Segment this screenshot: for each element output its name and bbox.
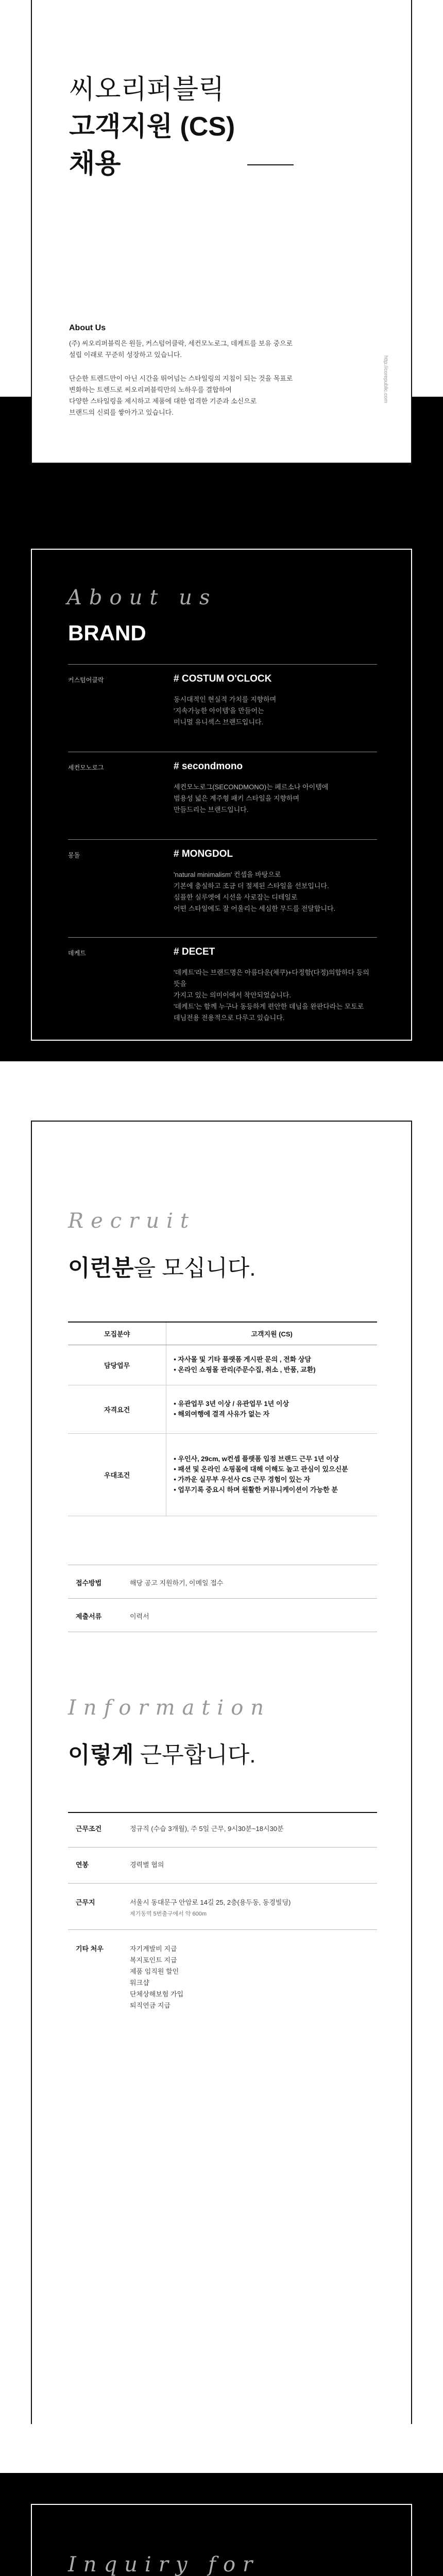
job-table-line: • 자사몰 및 기타 플랫폼 게시판 문의 , 전화 상담 xyxy=(174,1355,311,1363)
info-value-line: 정규직 (수습 3개월), 주 5일 근무, 9시30분~18시30분 xyxy=(130,1825,284,1833)
job-table-value xyxy=(166,1345,377,1385)
info-divider xyxy=(68,1847,377,1848)
recruit-title-bold: 이런분 xyxy=(68,1256,134,1281)
job-table-key: 우대조건 xyxy=(68,1433,166,1516)
information-script: Information xyxy=(68,1696,271,1720)
apply-key: 제출서류 xyxy=(76,1613,102,1620)
info-value xyxy=(130,1897,291,1920)
brand-desc-line: 심플한 실루엣에 시선을 사로잡는 디테일로 xyxy=(174,893,298,901)
table-row xyxy=(68,1385,377,1433)
brand-name: # COSTUM O'CLOCK xyxy=(174,673,272,684)
brand-desc-line: 만들드리는 브랜드입니다. xyxy=(174,806,249,814)
info-divider-top xyxy=(68,1812,377,1813)
apply-divider-mid xyxy=(68,1598,377,1599)
info-value-sub: 제기동역 5번출구에서 약 600m xyxy=(130,1911,207,1917)
about-body-line: 단순한 트렌드만이 아닌 시간을 뛰어넘는 스타일링의 지침이 되는 것을 목표로 xyxy=(69,375,293,382)
job-table-col-field: 모집분야 xyxy=(68,1322,166,1345)
recruit-title xyxy=(68,1249,255,1282)
brand-row-decet xyxy=(68,937,377,1030)
job-table-line: • 업무기록 중요시 하며 원활한 커뮤니케이션이 가능한 분 xyxy=(174,1486,338,1494)
info-key: 기타 처우 xyxy=(76,1945,104,1953)
info-value-line: 복지포인트 지급 xyxy=(130,1956,177,1964)
brand-label: 몽돌 xyxy=(68,852,80,859)
table-row xyxy=(68,1433,377,1516)
brand-card xyxy=(31,549,412,1041)
brand-desc-line: '지속가능한 아이템'을 만들어는 xyxy=(174,707,264,715)
table-row xyxy=(68,1345,377,1385)
hero-card xyxy=(31,0,412,464)
brand-row-mongdol xyxy=(68,839,377,937)
job-table-value xyxy=(166,1433,377,1516)
brand-name: # secondmono xyxy=(174,761,243,772)
brand-desc-line: 범용성 넓은 계주형 패키 스타일을 지향하며 xyxy=(174,794,300,802)
job-table-col-position: 고객지원 (CS) xyxy=(166,1322,377,1345)
apply-key: 접수방법 xyxy=(76,1579,102,1587)
brand-desc-line: '데케트'는 함께 누구나 동등하게 편안한 데님을 완판다라는 모토로 xyxy=(174,1003,364,1010)
brand-desc xyxy=(174,869,377,914)
job-table xyxy=(68,1321,377,1516)
inquiry-script-line: Inquiry for xyxy=(68,2553,260,2576)
brand-row-costum xyxy=(68,664,377,752)
about-us-script: About us xyxy=(67,586,217,609)
about-body-line: 다양한 스타일링을 제시하고 제품에 대한 엄격한 기준과 소신으로 xyxy=(69,397,257,405)
brand-name: # MONGDOL xyxy=(174,849,233,859)
brand-desc-line: 동시대적인 현실적 가치를 지향하며 xyxy=(174,696,277,703)
info-value xyxy=(130,1943,183,2011)
brand-desc-line: 가지고 있는 의미이에서 착안되었습니다. xyxy=(174,991,291,999)
hero-recruit: 채용 xyxy=(69,149,121,179)
about-intro xyxy=(69,338,357,361)
job-table-header-row xyxy=(68,1322,377,1345)
brand-desc-line: 기본에 충실하고 조금 더 절제된 스타일을 선보입니다. xyxy=(174,882,329,890)
brand-desc-line: 데님전용 전용적으로 다루고 있습니다. xyxy=(174,1014,285,1022)
about-intro-line: 설립 이래로 꾸준히 성장하고 있습니다. xyxy=(69,351,182,359)
brand-desc-line: 'natural minimalism' 컨셉을 바탕으로 xyxy=(174,871,281,878)
info-value-line: 자기계발비 지급 xyxy=(130,1945,177,1953)
job-table-value xyxy=(166,1385,377,1433)
hero-dash-divider xyxy=(247,164,294,165)
information-title-rest: 근무합니다. xyxy=(133,1742,256,1768)
apply-value: 이력서 xyxy=(130,1613,149,1620)
brand-label: 커스텀어클락 xyxy=(68,676,104,684)
job-table-key: 자격요건 xyxy=(68,1385,166,1433)
inquiry-script xyxy=(68,2551,260,2576)
brand-desc-line: 세컨모노로그(SECONDMONO)는 페르소나 아이템에 xyxy=(174,783,329,791)
brand-row-divider xyxy=(68,664,377,665)
brand-desc xyxy=(174,782,377,816)
info-value-line: 퇴직연금 지급 xyxy=(130,2002,171,2009)
inquiry-card xyxy=(31,2504,412,2576)
brand-desc-line: 미니멀 유니섹스 브랜드입니다. xyxy=(174,718,264,726)
brand-label: 세컨모노로그 xyxy=(68,764,104,771)
brand-title: BRAND xyxy=(68,621,146,645)
brand-desc xyxy=(174,694,377,728)
info-key: 근무조건 xyxy=(76,1825,102,1833)
info-key: 연봉 xyxy=(76,1861,89,1869)
apply-value: 해당 공고 지원하기, 이메일 접수 xyxy=(130,1579,224,1587)
recruit-card xyxy=(31,1121,412,2424)
brand-desc-line: '데케트'라는 브랜드명은 아름다운(체쿠)+다정함(다정)의합하다 등의 뜻을 xyxy=(174,969,369,988)
info-value-line: 단체상해보험 가입 xyxy=(130,1990,184,1998)
info-value xyxy=(130,1823,284,1835)
job-table-line: • 온라인 쇼핑몰 관리(주문수집, 취소 , 반품, 교환) xyxy=(174,1366,316,1374)
info-value xyxy=(130,1859,164,1871)
brand-row-divider xyxy=(68,937,377,938)
info-divider xyxy=(68,1883,377,1884)
about-body-line: 변화하는 트렌드로 씨오리퍼블릭만의 노하우를 결합하여 xyxy=(69,386,232,394)
about-body xyxy=(69,373,357,418)
brand-row-secondmono xyxy=(68,752,377,839)
job-table-line: • 우인사, 29cm, w컨셉 플랫폼 입점 브랜드 근무 1년 이상 xyxy=(174,1455,339,1463)
recruit-script: Recruit xyxy=(68,1209,196,1233)
job-table-key: 담당업무 xyxy=(68,1345,166,1385)
about-intro-line: (주) 씨오리퍼블릭은 원들, 커스텀어클락, 세컨모노로그, 데케트를 보유 중으로 xyxy=(69,340,293,347)
brand-desc-line: 어떤 스타일에도 잘 어울리는 세심한 무드를 전달합니다. xyxy=(174,905,336,912)
information-title xyxy=(68,1736,255,1769)
brand-row-divider xyxy=(68,839,377,840)
job-table-line: • 해외여행에 결격 사유가 없는 자 xyxy=(174,1410,270,1418)
job-table-line: • 패션 및 온라인 쇼핑몰에 대해 이해도 높고 관심이 있으신분 xyxy=(174,1465,348,1473)
about-body-line: 브랜드의 신뢰를 쌓아가고 있습니다. xyxy=(69,409,174,416)
info-value-line: 워크샵 xyxy=(130,1979,149,1987)
brand-name: # DECET xyxy=(174,946,215,957)
brand-desc xyxy=(174,967,377,1024)
hero-company: 씨오리퍼블릭 xyxy=(69,75,225,105)
job-table-line: • 가까운 실무부 우선사 CS 근무 경험이 있는 자 xyxy=(174,1476,311,1483)
info-value-line: 제품 임직원 할인 xyxy=(130,1968,179,1975)
information-title-bold: 이렇게 xyxy=(68,1742,134,1768)
info-divider xyxy=(68,1929,377,1930)
about-heading: About Us xyxy=(69,324,106,332)
vertical-url: http://corepublic.com xyxy=(383,355,388,403)
info-key: 근무지 xyxy=(76,1899,95,1906)
recruit-title-rest: 을 모십니다. xyxy=(133,1256,256,1281)
info-value-line: 경력별 협의 xyxy=(130,1861,164,1869)
info-value-line: 서울시 동대문구 안암로 14길 25, 2층(용두동, 동경빌딩) xyxy=(130,1899,291,1906)
job-table-line: • 유관업무 3년 이상 / 유관업무 1년 이상 xyxy=(174,1400,289,1408)
brand-label: 데케트 xyxy=(68,950,86,957)
hero-position: 고객지원 (CS) xyxy=(69,112,235,142)
